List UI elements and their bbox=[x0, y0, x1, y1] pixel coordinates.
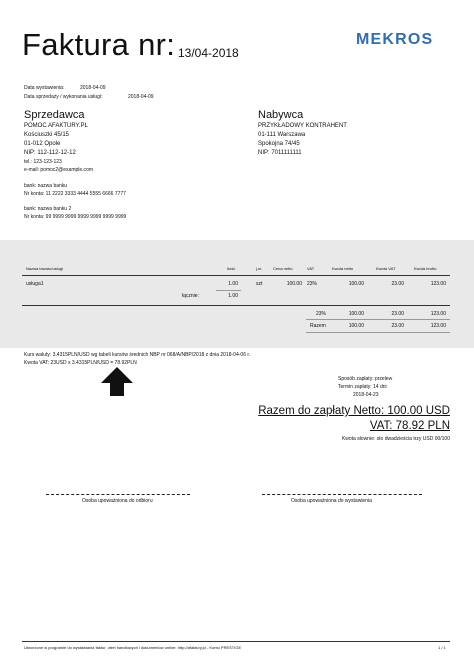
page-number: 1 / 1 bbox=[438, 645, 446, 650]
summary-rule bbox=[306, 319, 450, 320]
issuer-signature-line bbox=[262, 494, 422, 495]
seller-street: Kościuszki 45/15 bbox=[24, 132, 70, 138]
invoice-title: Faktura nr: bbox=[22, 27, 176, 62]
col-header-unit: j.m. bbox=[256, 266, 263, 271]
sum-vat-amount: 23.00 bbox=[391, 323, 404, 329]
total-vat-due: VAT: 78.92 PLN bbox=[369, 420, 450, 432]
summary-vat-amount: 23.00 bbox=[391, 311, 404, 317]
seller-phone: tel.: 123-123-123 bbox=[24, 159, 62, 165]
buyer-city: 01-111 Warszawa bbox=[258, 132, 306, 138]
issuer-signature-label: Osoba upoważniona do wystawienia bbox=[291, 498, 372, 504]
table-header-rule bbox=[22, 275, 450, 276]
total-net-due: Razem do zapłaty Netto: 100.00 USD bbox=[258, 405, 450, 417]
issue-date-label: Data wystawienia: bbox=[24, 85, 65, 91]
exchange-rate-note: Kurs waluty: 3.4315PLN/USD wg tabeli kursów średnich NBP nr 068/A/NBP/2018 z dnia 2018-04-06 r. bbox=[24, 352, 251, 358]
total-qty-value: 1.00 bbox=[228, 293, 238, 299]
buyer-name: PRZYKŁADOWY KONTRAHENT bbox=[258, 123, 347, 129]
buyer-nip: NIP: 7011111111 bbox=[258, 150, 302, 156]
seller-email: e-mail: pomoc2@example.com bbox=[24, 167, 93, 173]
total-qty-label: łącznie: bbox=[182, 293, 199, 299]
buyer-heading: Nabywca bbox=[258, 109, 304, 121]
row-unit: szt bbox=[256, 281, 263, 287]
sum-rule bbox=[306, 332, 450, 333]
invoice-number: 13/04-2018 bbox=[178, 46, 239, 60]
seller-account-1: Nr konta: 11 2222 3333 4444 5555 6666 7777 bbox=[24, 191, 126, 197]
row-name: usługa1 bbox=[26, 281, 44, 287]
sum-net: 100.00 bbox=[348, 323, 364, 329]
col-header-vat-amount: Kwota VAT bbox=[376, 266, 396, 271]
qty-rule bbox=[216, 290, 241, 291]
footer-rule bbox=[22, 641, 450, 642]
col-header-qty: Ilość bbox=[227, 266, 236, 271]
payment-method: Sposób zapłaty: przelew bbox=[338, 376, 393, 382]
vat-conversion-note: Kwota VAT: 23USD x 3.4315PLN/USD = 78.92PLN bbox=[24, 360, 137, 366]
seller-city: 01-012 Opole bbox=[24, 141, 61, 147]
col-header-vat: VAT bbox=[307, 266, 315, 271]
seller-nip: NIP: 112-112-12-12 bbox=[24, 150, 76, 156]
footer-text: Utworzone w programie do wystawiania faktur, ofert handlowych i dokumentów online: http://afaktury.pl - Konto PRESTIGE bbox=[24, 645, 242, 650]
row-net: 100.00 bbox=[348, 281, 364, 287]
row-vat: 23% bbox=[307, 281, 318, 287]
summary-vat-rate: 23% bbox=[316, 311, 327, 317]
col-header-name: Nazwa towaru/usługi bbox=[26, 266, 63, 271]
seller-account-2: Nr konta: 99 9999 9999 9999 9999 9999 9999 bbox=[24, 214, 127, 220]
row-qty: 1.00 bbox=[228, 281, 238, 287]
items-end-rule bbox=[22, 305, 450, 306]
sale-date-value: 2018-04-09 bbox=[128, 94, 154, 100]
row-price: 100.00 bbox=[286, 281, 302, 287]
receiver-signature-line bbox=[46, 494, 190, 495]
summary-net: 100.00 bbox=[348, 311, 364, 317]
receiver-signature-label: Osoba upoważniona do odbioru bbox=[82, 498, 153, 504]
summary-gross: 123.00 bbox=[430, 311, 446, 317]
row-gross: 123.00 bbox=[430, 281, 446, 287]
row-vat-amount: 23.00 bbox=[391, 281, 404, 287]
sale-date-label: Data sprzedaży / wykonania usługi: bbox=[24, 94, 103, 100]
seller-bank-2: bank: nazwa banku 2 bbox=[24, 206, 72, 212]
issue-date-value: 2018-04-09 bbox=[80, 85, 106, 91]
payment-due-date: 2018-04-23 bbox=[353, 392, 379, 398]
col-header-net-amount: Kwota netto bbox=[332, 266, 354, 271]
brand-logo: MEKROS bbox=[356, 31, 434, 48]
payment-term: Termin zapłaty: 14 dni bbox=[338, 384, 387, 390]
amount-in-words: Kwota słownie: sto dwadzieścia trzy USD 00/100 bbox=[341, 436, 450, 442]
seller-heading: Sprzedawca bbox=[24, 109, 85, 121]
seller-bank-1: bank: nazwa banku bbox=[24, 183, 68, 189]
sum-label: Razem bbox=[310, 323, 326, 329]
col-header-gross-amount: Kwota brutto bbox=[414, 266, 437, 271]
col-header-net-price: Cena netto bbox=[273, 266, 293, 271]
seller-name: POMOC AFAKTURY.PL bbox=[24, 123, 88, 129]
buyer-street: Spokojna 74/45 bbox=[258, 141, 300, 147]
sum-gross: 123.00 bbox=[430, 323, 446, 329]
